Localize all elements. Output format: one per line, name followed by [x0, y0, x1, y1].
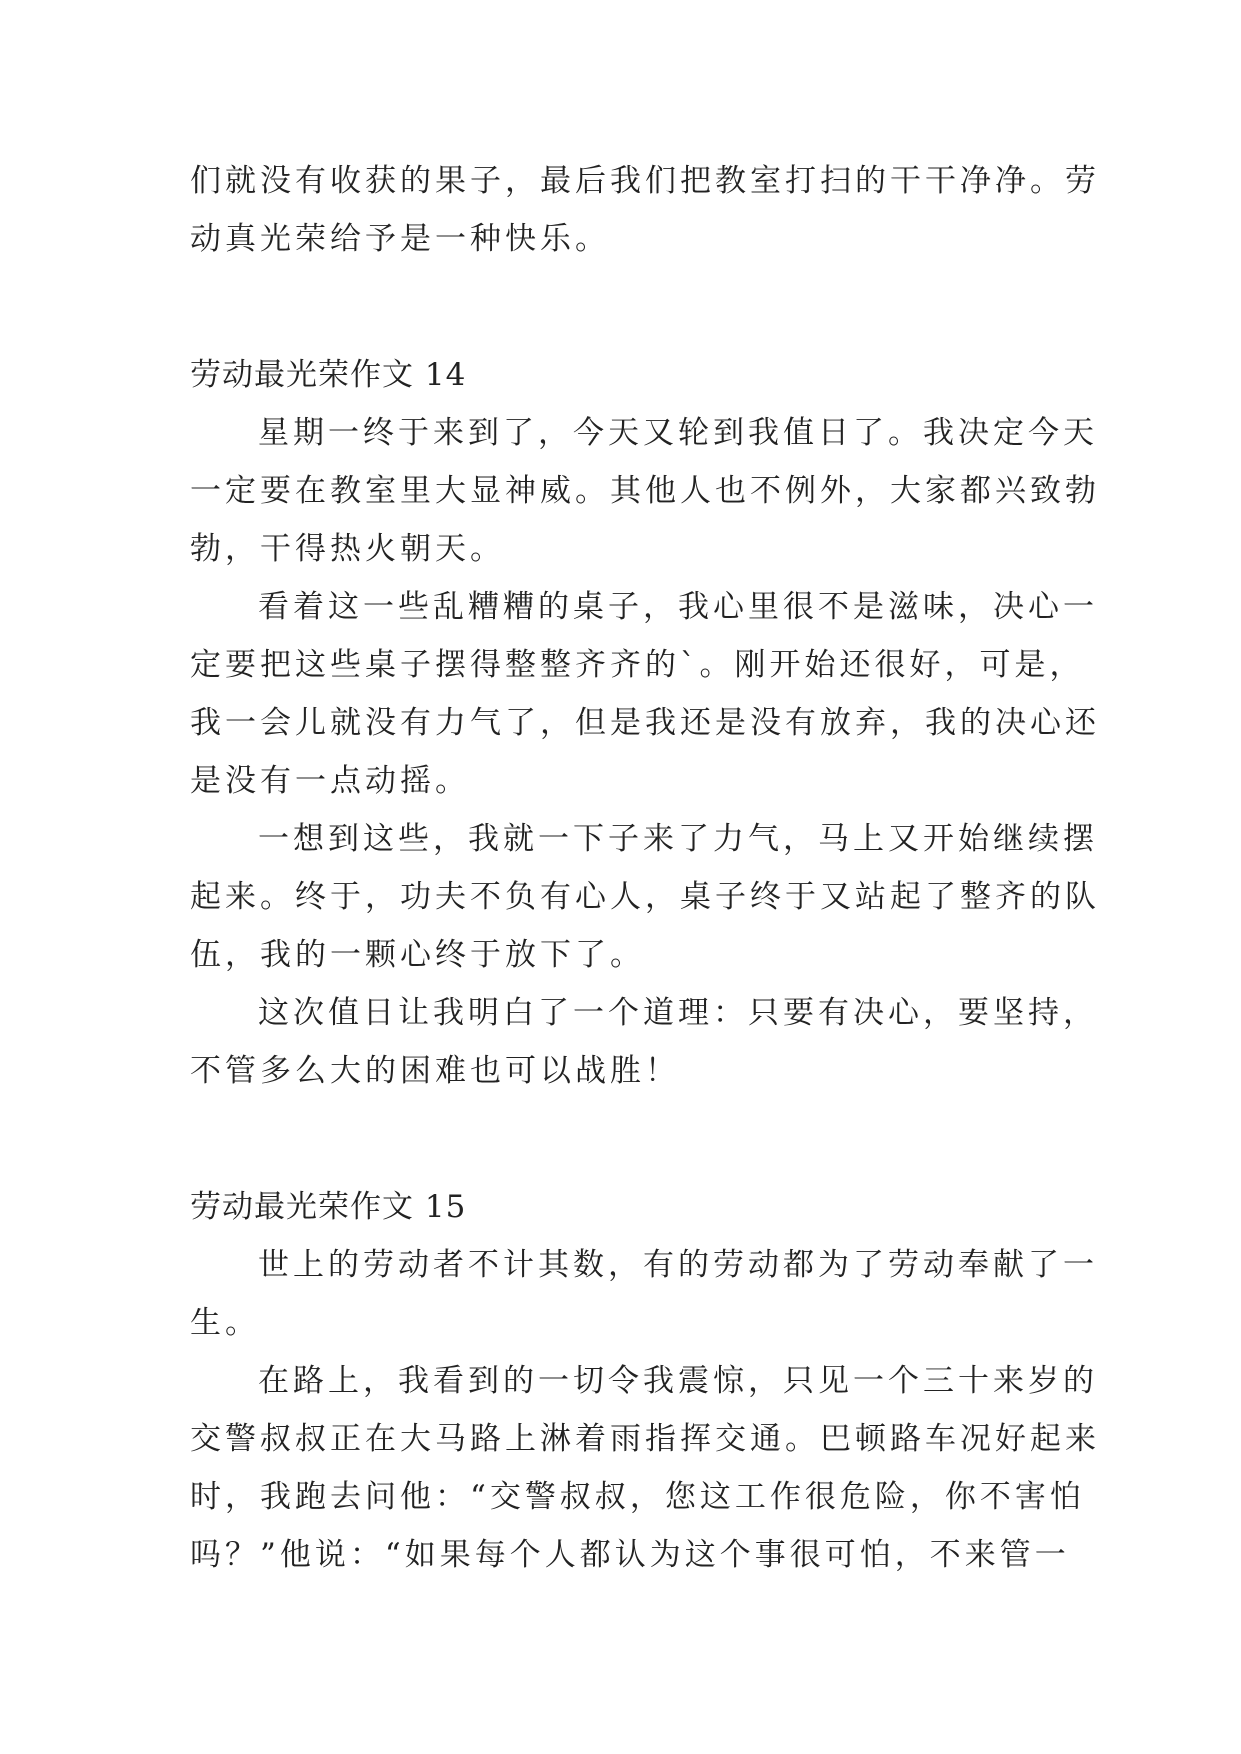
- text-line: 起来。终于，功夫不负有心人，桌子终于又站起了整齐的队: [190, 879, 1100, 915]
- text-line: 们就没有收获的果子，最后我们把教室打扫的干干净净。劳: [190, 163, 1100, 199]
- text-line: 交警叔叔正在大马路上淋着雨指挥交通。巴顿路车况好起来: [190, 1421, 1100, 1457]
- essay-15-title: 劳动最光荣作文 15: [190, 1189, 467, 1225]
- text-line: 一定要在教室里大显神威。其他人也不例外，大家都兴致勃: [190, 473, 1100, 509]
- text-line: 在路上，我看到的一切令我震惊，只见一个三十来岁的: [258, 1363, 1098, 1399]
- text-line: 一想到这些，我就一下子来了力气，马上又开始继续摆: [258, 821, 1098, 857]
- essay-14-paragraph-4: [190, 984, 1098, 1100]
- text-line: 动真光荣给予是一种快乐。: [190, 221, 610, 257]
- text-line: 伍，我的一颗心终于放下了。: [190, 937, 645, 973]
- text-line: 我一会儿就没有力气了，但是我还是没有放弃，我的决心还: [190, 705, 1100, 741]
- intro-paragraph: [190, 152, 1100, 268]
- text-line: 定要把这些桌子摆得整整齐齐的`。刚开始还很好，可是，: [190, 647, 1085, 683]
- text-line: 不管多么大的困难也可以战胜！: [190, 1053, 680, 1089]
- text-line: 吗？”他说：“如果每个人都认为这个事很可怕，不来管一: [190, 1537, 1070, 1573]
- text-line: 是没有一点动摇。: [190, 763, 470, 799]
- essay-14-paragraph-2: [190, 578, 1100, 810]
- document-page: [190, 152, 1100, 1584]
- essay-14-title: 劳动最光荣作文 14: [190, 357, 467, 393]
- text-line: 世上的劳动者不计其数，有的劳动都为了劳动奉献了一: [258, 1247, 1098, 1283]
- essay-14-paragraph-1: [190, 404, 1100, 578]
- text-line: 时，我跑去问他：“交警叔叔，您这工作很危险，你不害怕: [190, 1479, 1085, 1515]
- text-line: 这次值日让我明白了一个道理：只要有决心，要坚持，: [258, 995, 1098, 1031]
- essay-15-paragraph-2: [190, 1352, 1100, 1584]
- essay-14-paragraph-3: [190, 810, 1100, 984]
- essay-15-paragraph-1: [190, 1236, 1098, 1352]
- text-line: 生。: [190, 1305, 260, 1341]
- text-line: 勃，干得热火朝天。: [190, 531, 505, 567]
- text-line: 看着这一些乱糟糟的桌子，我心里很不是滋味，决心一: [258, 589, 1098, 625]
- section-gap: [190, 1100, 1046, 1178]
- section-gap: [190, 268, 1046, 346]
- text-line: 星期一终于来到了，今天又轮到我值日了。我决定今天: [258, 415, 1098, 451]
